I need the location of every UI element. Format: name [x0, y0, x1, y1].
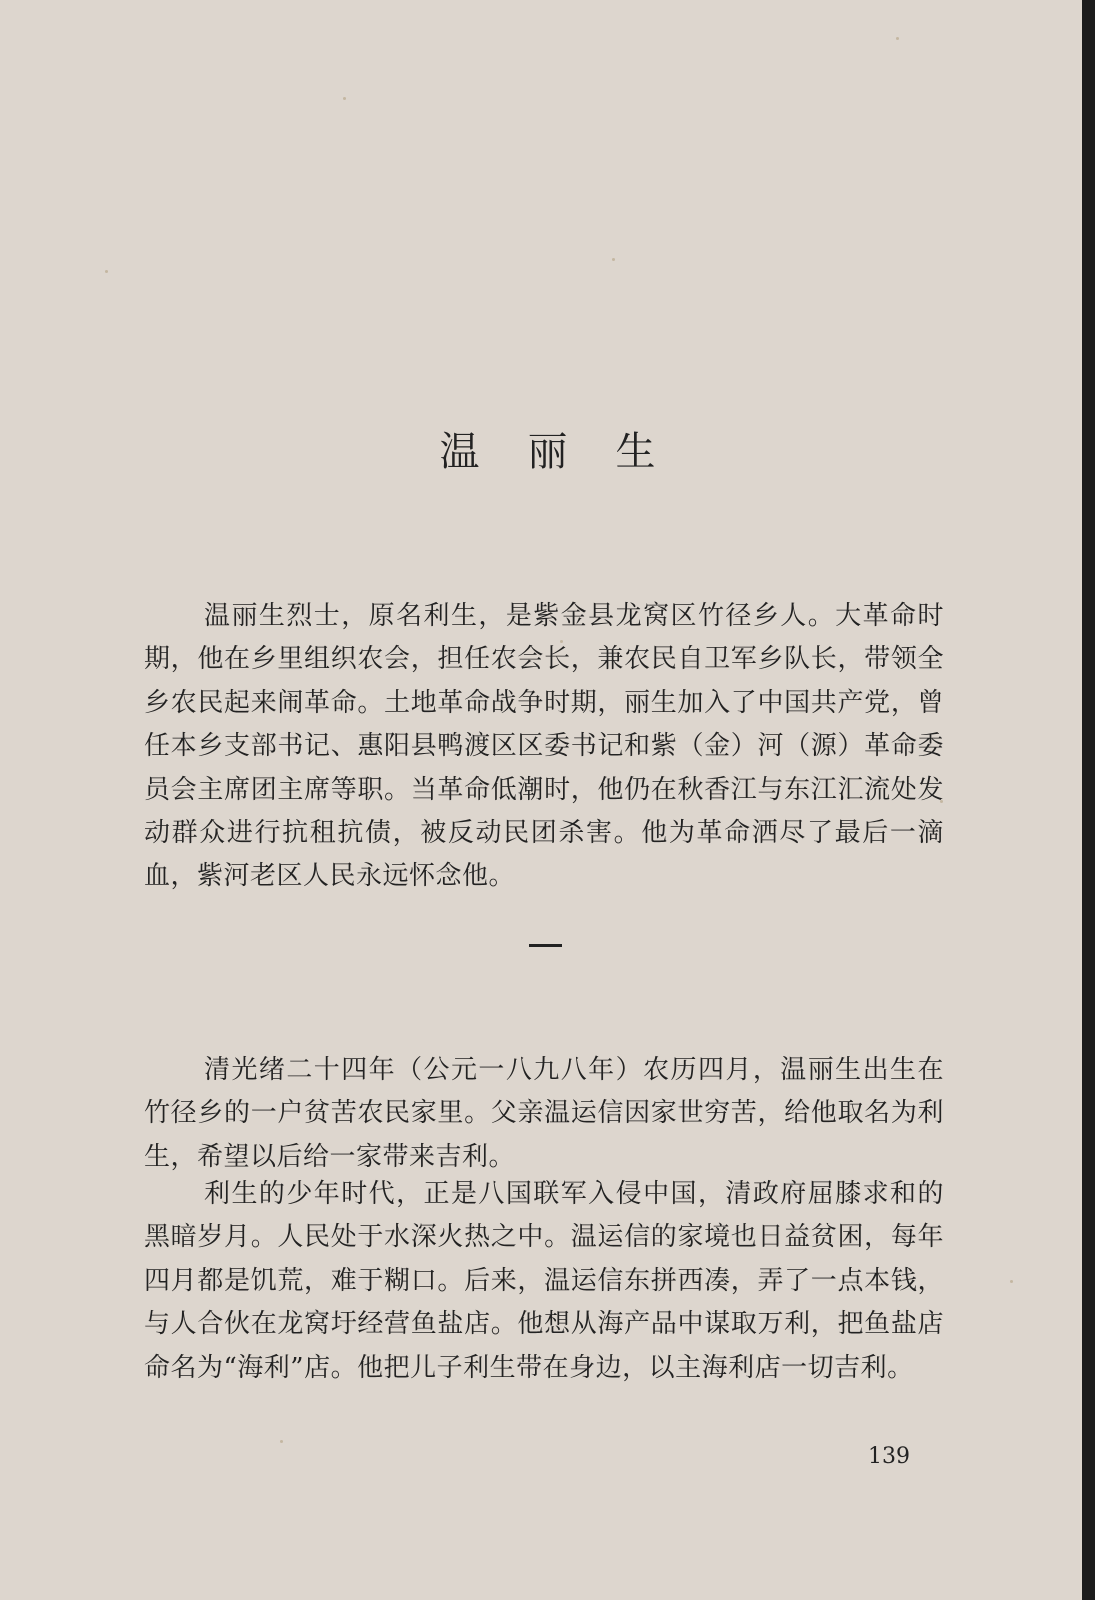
page-number: 139 — [868, 1444, 910, 1469]
body-paragraph: 利生的少年时代，正是八国联军入侵中国，清政府屈膝求和的黑暗岁月。人民处于水深火热之中。温运信的家境也日益贫困，每年四月都是饥荒，难于糊口。后来，温运信东拼西凑，弄了一点本钱，与人合伙在龙窝圩经营鱼盐店。他想从海产品中谋取万利，把鱼盐店命名为“海利”店。他把儿子利生带在身边，以主海利店一切吉利。 — [144, 1179, 944, 1383]
body-paragraph: 清光绪二十四年（公元一八九八年）农历四月，温丽生出生在竹径乡的一户贫苦农民家里。父亲温运信因家世穷苦，给他取名为利生，希望以后给一家带来吉利。 — [144, 1055, 944, 1172]
paper-speck — [105, 270, 108, 273]
section-number — [529, 944, 562, 947]
paper-speck — [280, 1440, 283, 1443]
paper-speck — [1010, 1280, 1013, 1283]
paper-speck — [896, 37, 899, 40]
intro-paragraph: 温丽生烈士，原名利生，是紫金县龙窝区竹径乡人。大革命时期，他在乡里组织农会，担任农会长，兼农民自卫军乡队长，带领全乡农民起来闹革命。土地革命战争时期，丽生加入了中国共产党，曾任本乡支部书记、惠阳县鸭渡区区委书记和紫（金）河（源）革命委员会主席团主席等职。当革命低潮时，他仍在秋香江与东江汇流处发动群众进行抗租抗债，被反动民团杀害。他为革命洒尽了最后一滴血，紫河老区人民永远怀念他。 — [144, 601, 944, 892]
paper-speck — [343, 97, 346, 100]
paper-speck — [612, 258, 615, 261]
article-title: 温丽生 — [439, 429, 704, 475]
